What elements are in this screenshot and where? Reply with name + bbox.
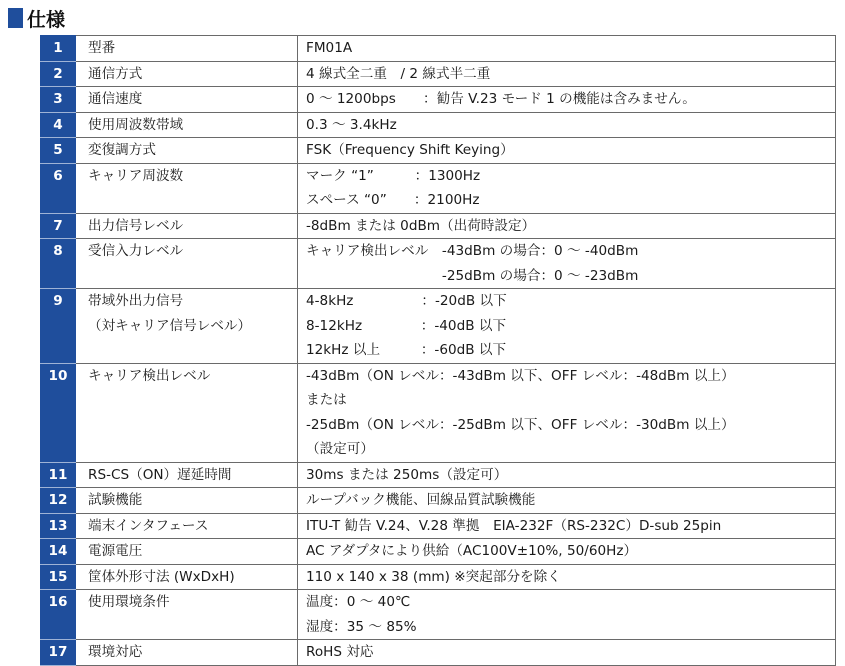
row-number-text: 13 — [48, 517, 68, 534]
spec-value-line: 30ms または 250ms（設定可） — [306, 466, 508, 483]
spec-value — [298, 112, 836, 138]
row-number-text: 7 — [53, 217, 63, 234]
spec-name-line: 通信速度 — [88, 91, 143, 107]
spec-name — [76, 462, 298, 488]
spec-name — [76, 363, 298, 462]
row-number-text: 4 — [53, 116, 63, 133]
spec-name — [76, 640, 298, 666]
row-number-text: 12 — [48, 492, 68, 508]
spec-name-line: 環境対応 — [88, 644, 143, 660]
spec-name — [76, 112, 298, 138]
row-number — [41, 112, 76, 138]
section-heading — [8, 4, 65, 32]
spec-name-line: 受信入力レベル — [88, 243, 184, 259]
spec-row — [41, 239, 836, 289]
spec-value — [298, 239, 836, 289]
spec-row — [41, 640, 836, 666]
row-number — [41, 163, 76, 213]
spec-name-line: キャリア周波数 — [88, 167, 184, 184]
spec-row — [41, 138, 836, 164]
spec-table — [40, 35, 836, 666]
spec-row — [41, 213, 836, 239]
spec-name-line: 通信方式 — [88, 65, 143, 82]
spec-name — [76, 239, 298, 289]
spec-value-line: マーク “1” ：1300Hz — [306, 167, 481, 184]
row-number — [41, 640, 76, 666]
spec-value-line: -43dBm（ON レベル：-43dBm 以下、OFF レベル：-48dBm 以上） — [306, 367, 735, 384]
spec-name-line: キャリア検出レベル — [88, 367, 211, 384]
spec-value — [298, 462, 836, 488]
spec-value-line: スペース “0” ：2100Hz — [306, 192, 480, 208]
spec-value-line: キャリア検出レベル -43dBm の場合：0 ～ -40dBm — [306, 243, 639, 259]
spec-value-line: FSK（Frequency Shift Keying） — [306, 142, 514, 158]
spec-name-line: 帯域外出力信号 — [88, 293, 184, 309]
row-number — [41, 363, 76, 462]
spec-value-line: RoHS 対応 — [306, 644, 374, 660]
spec-row — [41, 513, 836, 539]
row-number — [41, 513, 76, 539]
spec-row — [41, 462, 836, 488]
spec-value — [298, 640, 836, 666]
spec-value-line: または — [306, 392, 347, 408]
spec-value — [298, 138, 836, 164]
row-number — [41, 36, 76, 62]
spec-name — [76, 564, 298, 590]
row-number — [41, 590, 76, 640]
spec-table-body — [41, 36, 836, 666]
row-number — [41, 289, 76, 364]
spec-name-line: （対キャリア信号レベル） — [88, 317, 252, 334]
spec-name — [76, 61, 298, 87]
spec-name — [76, 213, 298, 239]
row-number — [41, 564, 76, 590]
spec-value-line: （設定可） — [306, 441, 374, 457]
spec-value-line: 12kHz 以上 ：-60dB 以下 — [306, 342, 507, 358]
row-number — [41, 213, 76, 239]
spec-value — [298, 61, 836, 87]
spec-value-line: AC アダプタにより供給（AC100V±10%, 50/60Hz） — [306, 543, 638, 559]
spec-value — [298, 590, 836, 640]
spec-name-line: 電源電圧 — [88, 543, 143, 559]
row-number-text: 17 — [48, 644, 68, 660]
row-number-text: 11 — [48, 466, 68, 483]
spec-row — [41, 87, 836, 113]
row-number-text: 10 — [48, 367, 68, 384]
page-title: 仕様 — [27, 8, 66, 31]
spec-row — [41, 590, 836, 640]
row-number — [41, 138, 76, 164]
row-number-text: 1 — [53, 40, 63, 56]
spec-value-line: 0 ～ 1200bps ：勧告 V.23 モード 1 の機能は含みません。 — [306, 91, 696, 107]
spec-value-line: FM01A — [306, 40, 353, 56]
spec-row — [41, 112, 836, 138]
spec-name-line: RS-CS（ON）遅延時間 — [88, 466, 232, 483]
spec-value — [298, 564, 836, 590]
spec-name — [76, 138, 298, 164]
spec-row — [41, 289, 836, 364]
row-number-text: 8 — [53, 243, 63, 259]
spec-value-line: ITU-T 勧告 V.24、V.28 準拠 EIA-232F（RS-232C）D-sub 25pin — [306, 517, 722, 534]
row-number — [41, 488, 76, 514]
spec-value-line: 0.3 ～ 3.4kHz — [306, 116, 397, 133]
spec-value-line: 8-12kHz ：-40dB 以下 — [306, 317, 507, 334]
spec-name — [76, 539, 298, 565]
spec-name — [76, 163, 298, 213]
spec-value — [298, 87, 836, 113]
row-number — [41, 239, 76, 289]
row-number — [41, 462, 76, 488]
spec-row — [41, 488, 836, 514]
spec-name — [76, 36, 298, 62]
spec-name — [76, 488, 298, 514]
row-number-text: 5 — [53, 142, 63, 158]
spec-name — [76, 590, 298, 640]
spec-name-line: 使用環境条件 — [88, 594, 170, 610]
spec-name — [76, 289, 298, 364]
spec-row — [41, 564, 836, 590]
spec-name-line: 出力信号レベル — [88, 217, 184, 234]
spec-value — [298, 488, 836, 514]
spec-name-line: 型番 — [88, 40, 116, 56]
spec-value — [298, 163, 836, 213]
row-number-text: 14 — [48, 543, 68, 559]
row-number — [41, 61, 76, 87]
spec-row — [41, 163, 836, 213]
row-number — [41, 87, 76, 113]
spec-row — [41, 61, 836, 87]
spec-name — [76, 87, 298, 113]
spec-row — [41, 363, 836, 462]
spec-value-line: 110 x 140 x 38 (mm) ※突起部分を除く — [306, 568, 561, 585]
spec-value-line: -25dBm の場合：0 ～ -23dBm — [306, 267, 639, 284]
spec-name-line: 変復調方式 — [88, 142, 156, 158]
spec-name — [76, 513, 298, 539]
spec-value-line: -25dBm（ON レベル：-25dBm 以下、OFF レベル：-30dBm 以上） — [306, 416, 735, 433]
spec-name-line: 筐体外形寸法 (WxDxH) — [88, 568, 235, 585]
spec-value-line: 温度：0 ～ 40℃ — [306, 594, 411, 610]
row-number-text: 9 — [53, 293, 63, 309]
spec-row — [41, 36, 836, 62]
heading-square-icon — [8, 8, 23, 28]
spec-value — [298, 289, 836, 364]
row-number-text: 15 — [48, 568, 68, 585]
spec-value — [298, 513, 836, 539]
row-number-text: 3 — [53, 91, 63, 107]
row-number-text: 2 — [53, 65, 63, 82]
spec-row — [41, 539, 836, 565]
spec-value-line: 湿度：35 ～ 85% — [306, 618, 417, 635]
spec-name-line: 使用周波数帯域 — [88, 116, 184, 133]
row-number — [41, 539, 76, 565]
row-number-text: 6 — [53, 167, 63, 184]
spec-value — [298, 213, 836, 239]
spec-value-line: -8dBm または 0dBm（出荷時設定） — [306, 217, 536, 234]
spec-name-line: 端末インタフェース — [88, 517, 209, 534]
spec-name-line: 試験機能 — [88, 492, 143, 508]
spec-value-line: 4-8kHz ：-20dB 以下 — [306, 293, 507, 309]
spec-value-line: ループバック機能、回線品質試験機能 — [306, 492, 536, 508]
spec-value — [298, 363, 836, 462]
spec-value-line: 4 線式全二重 / 2 線式半二重 — [306, 65, 491, 82]
spec-value — [298, 36, 836, 62]
spec-value — [298, 539, 836, 565]
row-number-text: 16 — [48, 594, 68, 610]
